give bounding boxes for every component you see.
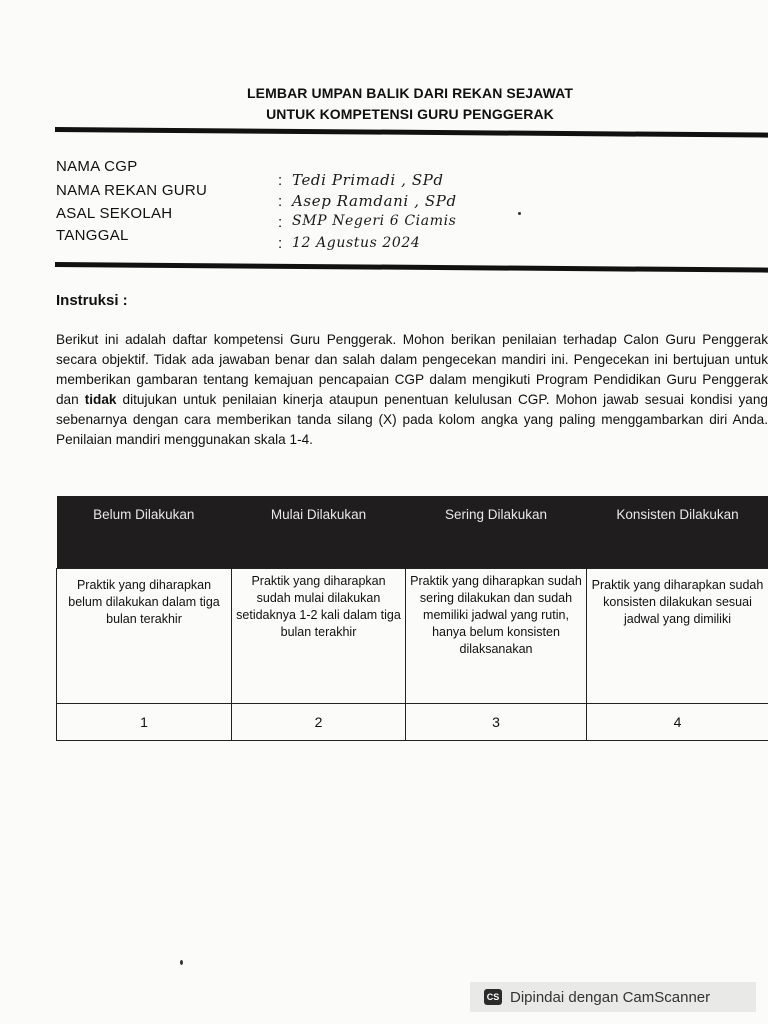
label-nama-cgp: NAMA CGP xyxy=(56,158,138,175)
header-konsisten-dilakukan: Konsisten Dilakukan xyxy=(587,496,768,569)
value-tanggal: 12 Agustus 2024 xyxy=(292,235,421,251)
camscanner-logo-icon: CS xyxy=(484,989,502,1005)
colon: : xyxy=(278,172,283,189)
value-asal-sekolah: SMP Negeri 6 Ciamis xyxy=(292,213,457,229)
description-cell: Praktik yang diharapkan sudah sering dilakukan dan sudah memiliki jadwal yang rutin, hanya belum konsisten dilaksanakan xyxy=(406,569,587,704)
instructions-heading: Instruksi : xyxy=(56,292,128,309)
score-row xyxy=(57,704,768,741)
bottom-divider xyxy=(55,262,768,273)
instructions-text-part-1: Berikut ini adalah daftar kompetensi Guru Penggerak. Mohon berikan penilaian terhadap Calon Guru Penggerak secara objektif. Tidak ada jawaban benar dan salah dalam pengecekan mandiri ini. Pengecekan ini bertujuan untuk memberikan gambaran tentang kemajuan pencapaian CGP dalam mengikuti Program Pendidikan Guru Penggerak dan xyxy=(56,332,768,407)
ink-mark xyxy=(180,960,183,965)
value-nama-cgp: Tedi Primadi , SPd xyxy=(292,171,444,189)
description-cell: Praktik yang diharapkan belum dilakukan dalam tiga bulan terakhir xyxy=(57,569,232,704)
top-divider xyxy=(55,127,768,138)
label-tanggal: TANGGAL xyxy=(56,227,129,244)
description-cell: Praktik yang diharapkan sudah mulai dilakukan setidaknya 1-2 kali dalam tiga bulan terakhir xyxy=(232,569,406,704)
colon: : xyxy=(278,193,283,210)
camscanner-watermark xyxy=(470,982,756,1012)
instructions-body xyxy=(56,330,768,450)
header-mulai-dilakukan: Mulai Dilakukan xyxy=(232,496,406,569)
header-belum-dilakukan: Belum Dilakukan xyxy=(57,496,232,569)
score-cell-4[interactable]: 4 xyxy=(587,704,768,741)
document-title-line-2: UNTUK KOMPETENSI GURU PENGGERAK xyxy=(266,106,554,122)
ink-dot xyxy=(518,212,521,215)
instructions-text-part-2: ditujukan untuk penilaian kinerja ataupun penentuan kelulusan CGP. Mohon jawab sesuai kondisi yang sebenarnya dengan cara memberikan tanda silang (X) pada kolom angka yang paling menggambarkan diri Anda. Penilaian mandiri menggunakan skala 1-4. xyxy=(56,392,768,447)
rating-scale-table xyxy=(56,496,768,741)
camscanner-text: Dipindai dengan CamScanner xyxy=(510,988,711,1006)
score-cell-3[interactable]: 3 xyxy=(406,704,587,741)
description-cell: Praktik yang diharapkan sudah konsisten dilakukan sesuai jadwal yang dimiliki xyxy=(587,569,768,704)
colon: : xyxy=(278,235,283,252)
header-row xyxy=(57,496,768,569)
score-cell-2[interactable]: 2 xyxy=(232,704,406,741)
value-nama-rekan-guru: Asep Ramdani , SPd xyxy=(292,192,457,210)
label-asal-sekolah: ASAL SEKOLAH xyxy=(56,205,173,222)
header-sering-dilakukan: Sering Dilakukan xyxy=(406,496,587,569)
colon: : xyxy=(278,214,283,231)
label-nama-rekan-guru: NAMA REKAN GURU xyxy=(56,182,208,199)
description-row xyxy=(57,569,768,704)
instructions-bold-word: tidak xyxy=(84,392,117,407)
score-cell-1[interactable]: 1 xyxy=(57,704,232,741)
document-title-line-1: LEMBAR UMPAN BALIK DARI REKAN SEJAWAT xyxy=(247,85,573,101)
